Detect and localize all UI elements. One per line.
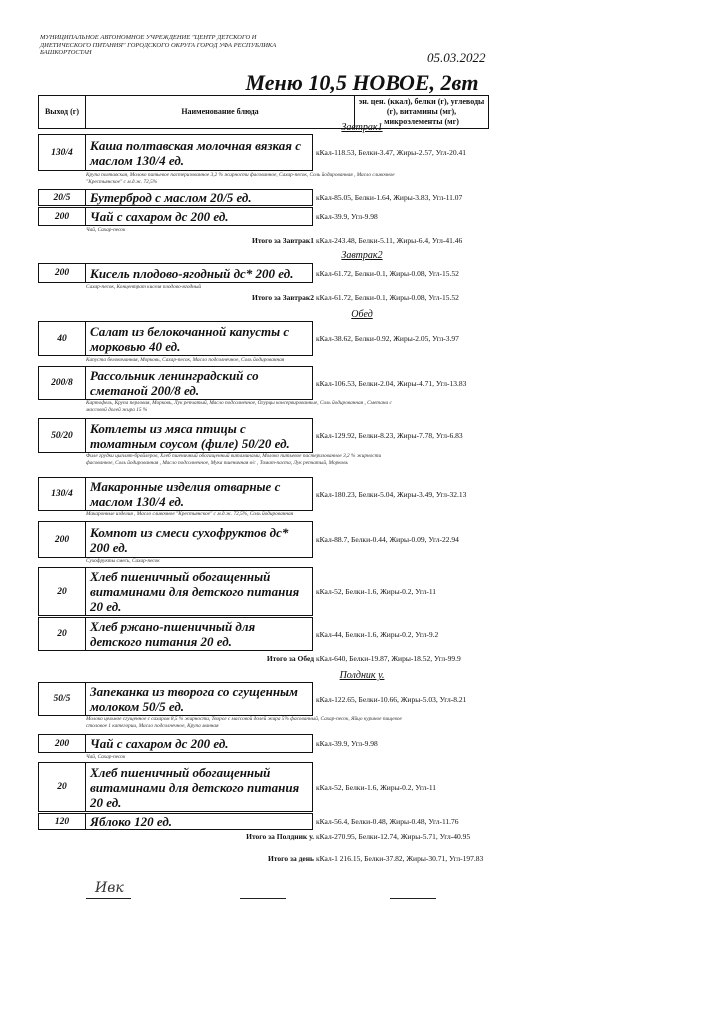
- total-label: Итого за Обед: [266, 654, 314, 663]
- row-ingredients: Картофель, Крупа перловая, Морковь, Лук репчатый, Масло подсолнечное, Огурцы консервированные, Соль йодированная , Сметана с массовой долей жира 15 %: [86, 400, 392, 413]
- total-label: Итого за Завтрак1: [252, 236, 314, 245]
- total-value: кКал-61.72, Белки-0.1, Жиры-0.08, Угл-15.52: [316, 293, 459, 302]
- table-row: [38, 134, 487, 171]
- row-out: 20/5: [38, 189, 85, 206]
- row-dish: Котлеты из мяса птицы с томатным соусом (филе) 50/20 ед.: [85, 418, 313, 453]
- row-nutrition: кКал-56.4, Белки-0.48, Жиры-0.48, Угл-11.76: [316, 817, 459, 826]
- row-dish: Салат из белокочанной капусты с морковью 40 ед.: [85, 321, 313, 356]
- row-dish: Хлеб ржано-пшеничный для детского питания 20 ед.: [85, 617, 313, 651]
- column-out: Выход (г): [39, 96, 86, 128]
- table-row: [38, 263, 487, 283]
- table-row: [38, 321, 487, 356]
- org-line-1: МУНИЦИПАЛЬНОЕ АВТОНОМНОЕ УЧРЕЖДЕНИЕ "ЦЕНТР ДЕТСКОГО И: [40, 34, 257, 41]
- table-row: [38, 682, 487, 716]
- table-row: [38, 207, 487, 226]
- table-row: [38, 521, 487, 558]
- signature-line: [240, 898, 286, 899]
- column-name: Наименование блюда: [86, 96, 355, 128]
- row-nutrition: кКал-61.72, Белки-0.1, Жиры-0.08, Угл-15.52: [316, 268, 459, 278]
- row-nutrition: кКал-122.65, Белки-10.66, Жиры-5.03, Угл-8.21: [316, 694, 467, 704]
- org-line-3: БАШКОРТОСТАН: [40, 49, 92, 56]
- row-out: 200: [38, 207, 85, 226]
- table-row: [38, 734, 487, 753]
- total-label: Итого за Полдник у.: [246, 832, 314, 841]
- meal-title-breakfast1: Завтрак1: [341, 122, 383, 133]
- row-ingredients: Филе грудки цыплят-бройлеров, Хлеб пшеничный обогащенный витаминами, Молоко питьевое пастеризованное 3,2 % жирности фасованное, Соль йодированная , Масло подсолнечное, Мука пшеничная в/с , Томат-паста, Лук репчатый, Морковь: [86, 453, 382, 466]
- table-row: [38, 366, 487, 400]
- total-value: кКал-270.95, Белки-12.74, Жиры-5.71, Угл-40.95: [316, 832, 471, 841]
- page-title: Меню 10,5 НОВОЕ, 2вт: [245, 70, 479, 95]
- total-breakfast2: [38, 293, 488, 302]
- row-dish: Макаронные изделия отварные с маслом 130/4 ед.: [85, 477, 313, 511]
- row-out: 200/8: [38, 366, 85, 400]
- total-value: кКал-640, Белки-19.87, Жиры-18.52, Угл-99.9: [316, 654, 461, 663]
- table-row: [38, 477, 487, 511]
- row-dish: Яблоко 120 ед.: [85, 813, 313, 830]
- row-dish: Чай с сахаром дс 200 ед.: [85, 734, 313, 753]
- row-ingredients: Сахар-песок, Концентрат киселя плодово-ягодный: [86, 284, 202, 290]
- row-out: 50/5: [38, 682, 85, 716]
- total-label: Итого за Завтрак2: [252, 293, 314, 302]
- row-out: 130/4: [38, 134, 85, 171]
- meal-title-breakfast2: Завтрак2: [341, 250, 383, 261]
- table-row: [38, 813, 487, 830]
- row-ingredients: Капуста белокочанная, Морковь, Сахар-песок, Масло подсолнечное, Соль йодированная: [86, 357, 285, 363]
- total-breakfast1: [38, 236, 488, 245]
- row-out: 200: [38, 734, 85, 753]
- row-ingredients: Молоко цельное сгущенное с сахаром 8,5 % жирности, Творог с массовой долей жира 5% фасованный, Сахар-песок, Яйцо куриное пищевое столовое 1 категории, Масло подсолнечное, Крупа манная: [86, 716, 402, 729]
- row-nutrition: кКал-129.92, Белки-8.23, Жиры-7.78, Угл-6.83: [316, 431, 463, 440]
- row-ingredients: Макаронные изделия , Масло сливочное "Крестьянское" с м.д.ж. 72,5%, Соль йодированная: [86, 511, 294, 517]
- row-nutrition: кКал-52, Белки-1.6, Жиры-0.2, Угл-11: [316, 587, 437, 596]
- row-nutrition: кКал-38.62, Белки-0.92, Жиры-2.05, Угл-3.97: [316, 334, 459, 343]
- row-out: 200: [38, 521, 85, 558]
- row-out: 200: [38, 263, 85, 283]
- menu-date: 05.03.2022: [427, 50, 486, 65]
- total-value: кКал-1 216.15, Белки-37.82, Жиры-30.71, Угл-197.83: [316, 854, 484, 863]
- total-value: кКал-243.48, Белки-5.11, Жиры-6.4, Угл-41.46: [316, 236, 463, 245]
- row-dish: Рассольник ленинградский со сметаной 200/8 ед.: [85, 366, 313, 400]
- total-day: [38, 854, 488, 863]
- organization-name: [40, 34, 340, 57]
- row-dish: Каша полтавская молочная вязкая с маслом 130/4 ед.: [85, 134, 313, 171]
- row-dish: Хлеб пшеничный обогащенный витаминами для детского питания 20 ед.: [85, 762, 313, 812]
- row-nutrition: кКал-118.53, Белки-3.47, Жиры-2.57, Угл-20.41: [316, 148, 467, 157]
- row-nutrition: кКал-180.23, Белки-5.04, Жиры-3.49, Угл-32.13: [316, 489, 467, 499]
- row-out: 40: [38, 321, 85, 356]
- table-row: [38, 567, 487, 616]
- row-dish: Запеканка из творога со сгущенным молоком 50/5 ед.: [85, 682, 313, 716]
- total-label: Итого за день: [267, 854, 314, 863]
- row-out: 120: [38, 813, 85, 830]
- row-nutrition: кКал-85.05, Белки-1.64, Жиры-3.83, Угл-11.07: [316, 193, 463, 202]
- row-nutrition: кКал-106.53, Белки-2.04, Жиры-4.71, Угл-13.83: [316, 378, 467, 388]
- signature: Ивк: [95, 880, 124, 896]
- row-nutrition: кКал-39.9, Угл-9.98: [316, 739, 378, 748]
- total-snack: [38, 832, 488, 841]
- row-nutrition: кКал-44, Белки-1.6, Жиры-0.2, Угл-9.2: [316, 629, 439, 639]
- signature-line: [86, 898, 131, 899]
- row-nutrition: кКал-88.7, Белки-0.44, Жиры-0.09, Угл-22.94: [316, 535, 459, 544]
- total-lunch: [38, 654, 488, 663]
- row-ingredients: Чай, Сахар-песок: [86, 754, 126, 760]
- row-ingredients: Крупа полтавская, Молоко питьевое пастеризованное 3,2 % жирности фасованное, Сахар-песок, Соль йодированная , Масло сливочное "Крестьянское" с м.д.ж. 72,5%: [86, 172, 395, 185]
- signature-line: [390, 898, 436, 899]
- row-dish: Хлеб пшеничный обогащенный витаминами для детского питания 20 ед.: [85, 567, 313, 616]
- row-ingredients: Чай, Сахар-песок: [86, 227, 126, 233]
- row-dish: Чай с сахаром дс 200 ед.: [85, 207, 313, 226]
- row-dish: Компот из смеси сухофруктов дс* 200 ед.: [85, 521, 313, 558]
- row-out: 20: [38, 617, 85, 651]
- org-line-2: ДИЕТИЧЕСКОГО ПИТАНИЯ" ГОРОДСКОГО ОКРУГА ГОРОД УФА РЕСПУБЛИКА: [40, 41, 277, 49]
- table-row: [38, 762, 487, 812]
- table-row: [38, 617, 487, 651]
- table-row: [38, 418, 487, 453]
- meal-title-snack: Полдник у.: [339, 670, 385, 681]
- row-dish: Кисель плодово-ягодный дс* 200 ед.: [85, 263, 313, 283]
- table-row: [38, 189, 487, 206]
- row-ingredients: Сухофрукты смесь, Сахар-песок: [86, 558, 160, 564]
- row-out: 50/20: [38, 418, 85, 453]
- row-nutrition: кКал-52, Белки-1.6, Жиры-0.2, Угл-11: [316, 782, 437, 792]
- column-nutrition: эн. цен. (ккал), белки (г), углеводы (г), витамины (мг), микроэлементы (мг): [358, 97, 485, 126]
- row-out: 20: [38, 762, 85, 812]
- row-out: 130/4: [38, 477, 85, 511]
- meal-title-lunch: Обед: [351, 309, 373, 320]
- row-dish: Бутерброд с маслом 20/5 ед.: [85, 189, 313, 206]
- row-nutrition: кКал-39.9, Угл-9.98: [316, 212, 378, 221]
- row-out: 20: [38, 567, 85, 616]
